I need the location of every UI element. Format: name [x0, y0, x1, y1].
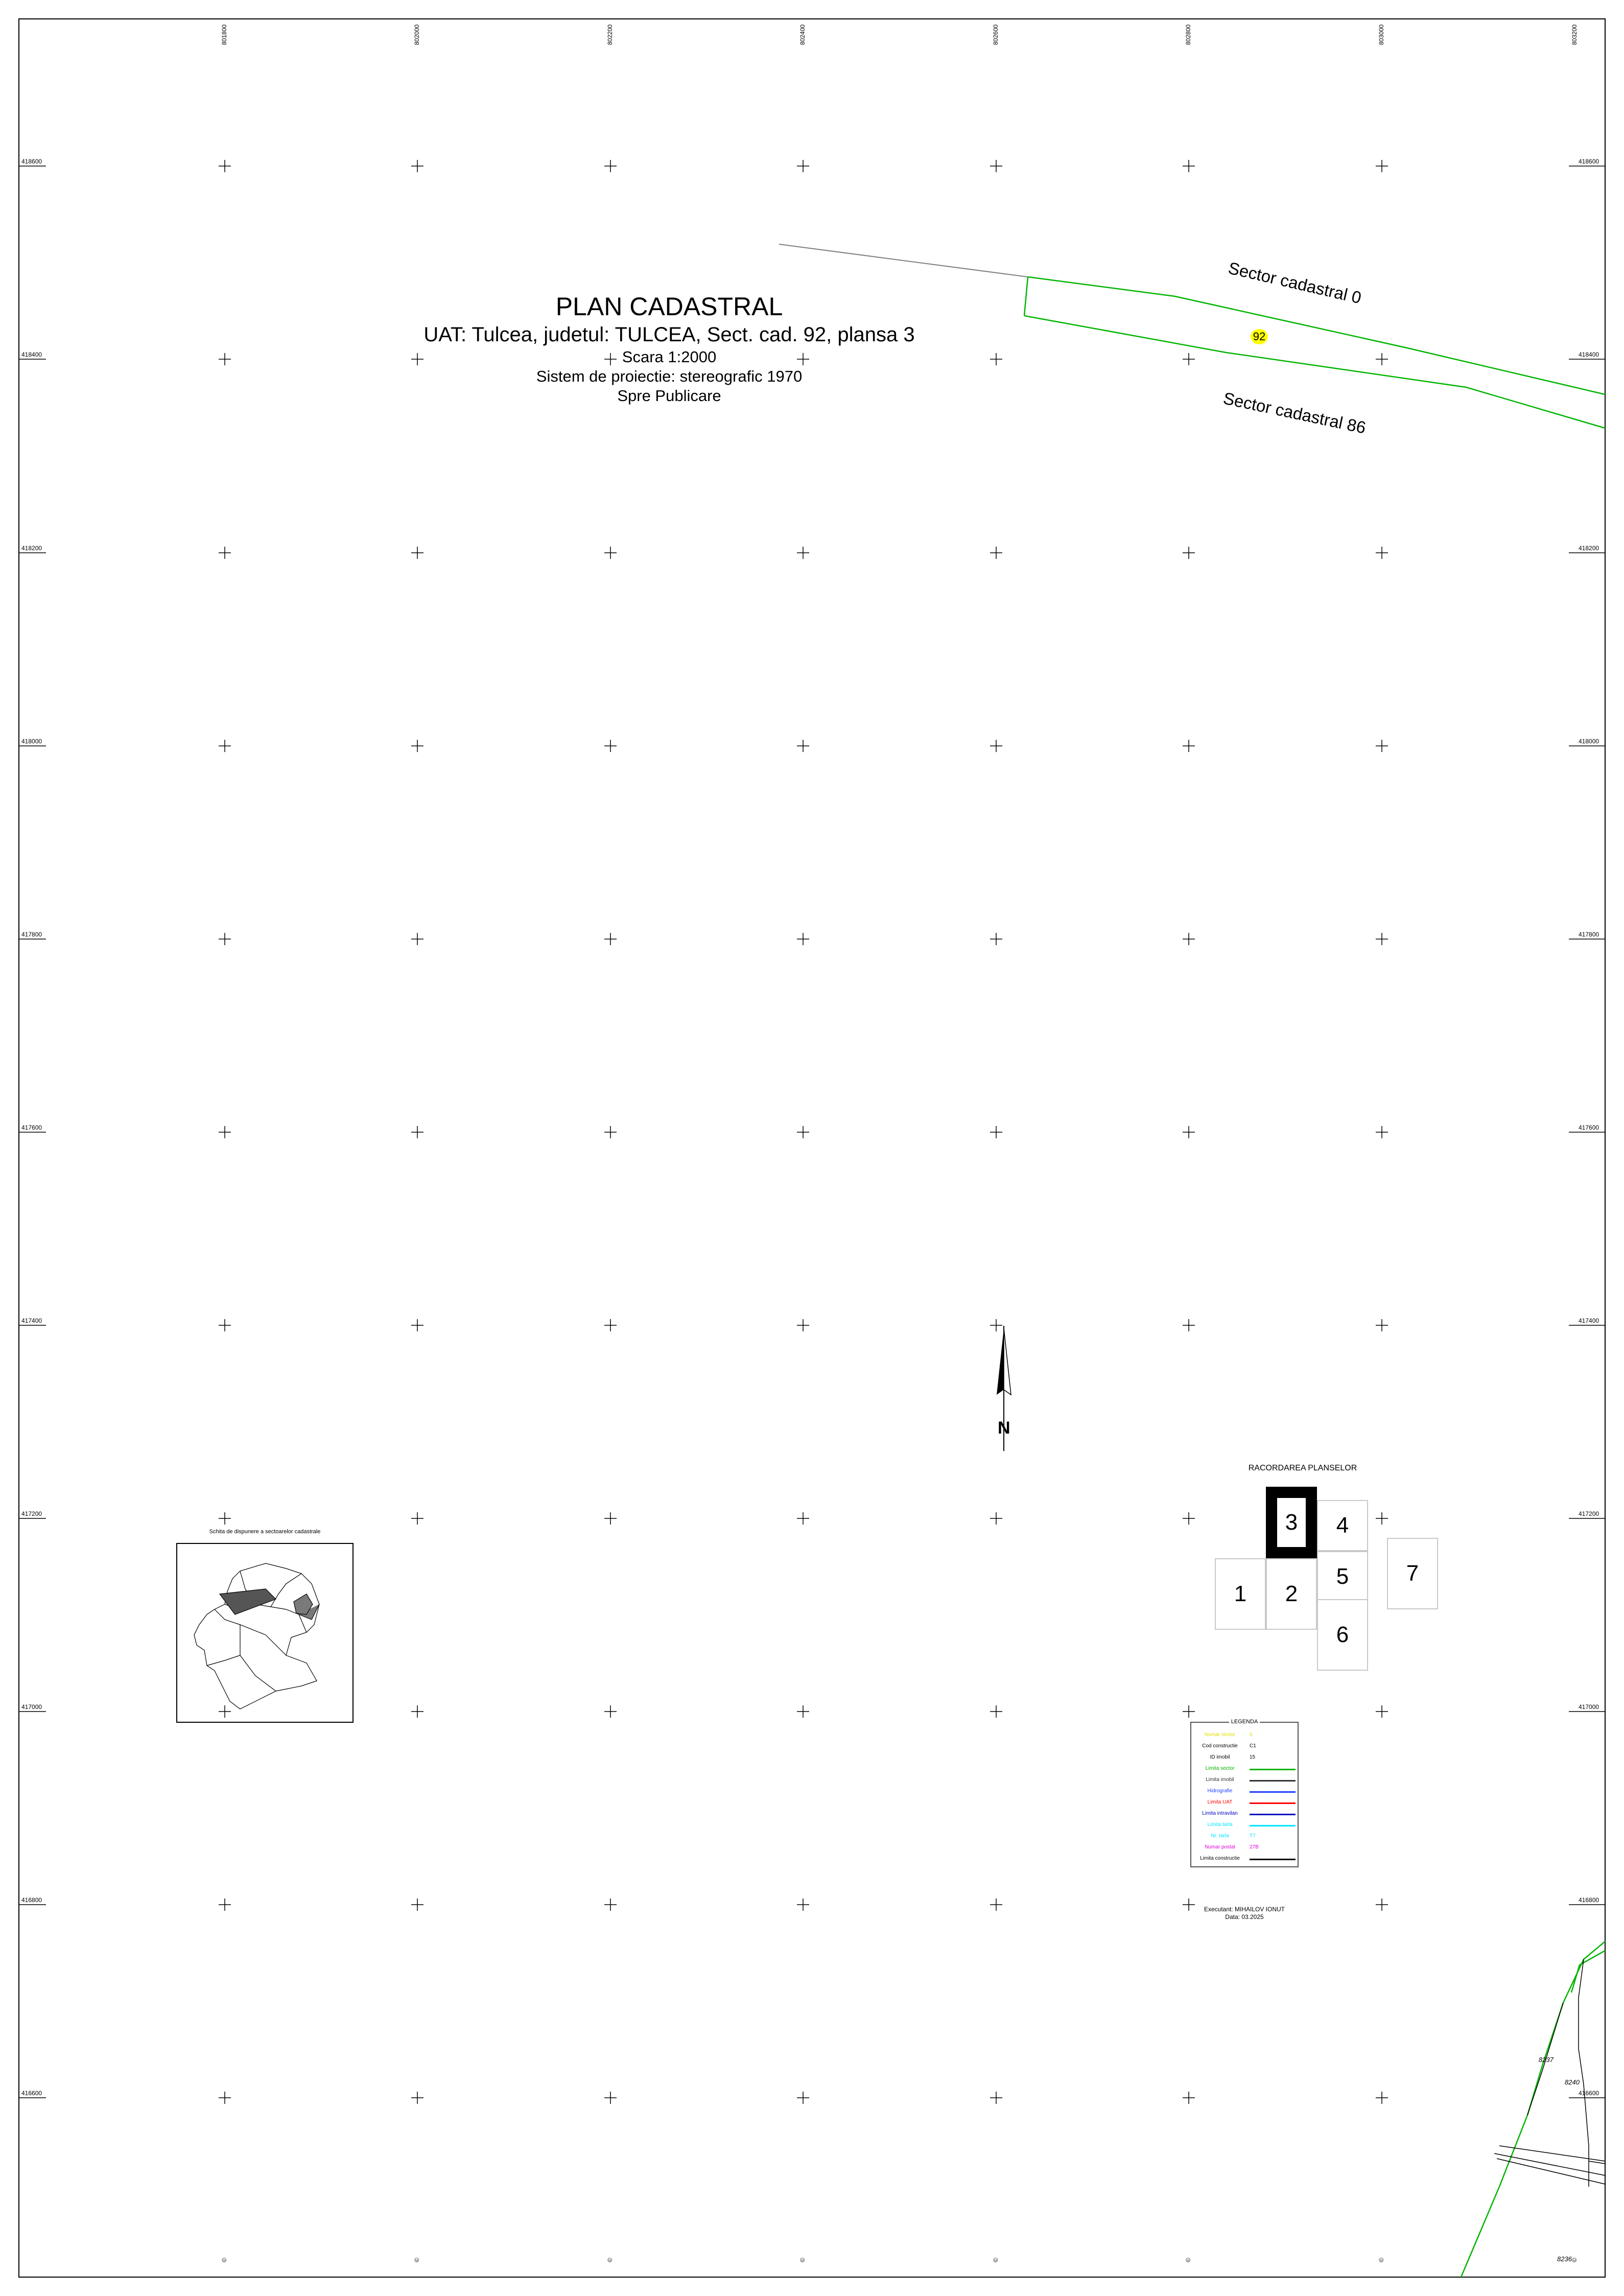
legend-text-symbol: 27B	[1250, 1844, 1259, 1850]
coord-label-left: 416800	[21, 1896, 42, 1904]
parcel-label: 8236	[1557, 2255, 1572, 2263]
coord-label-right: 418400	[1579, 351, 1599, 358]
coord-label-top: 802800	[1185, 24, 1192, 45]
coord-label-top: 802400	[799, 24, 806, 45]
bottom-right-parcels	[1461, 1941, 1605, 2277]
coord-label-bottom: ©	[799, 2258, 806, 2262]
coord-label-left: 417000	[21, 1703, 42, 1711]
legend-row-label: Limita constructie	[1200, 1856, 1240, 1861]
legend-row	[1194, 1752, 1295, 1764]
legend-line-symbol	[1250, 1791, 1296, 1793]
publication-status: Spre Publicare	[617, 387, 721, 405]
coord-label-bottom: ©	[1185, 2258, 1192, 2262]
legend-row	[1194, 1854, 1295, 1865]
coord-label-left: 418200	[21, 545, 42, 552]
coord-label-right: 418000	[1579, 738, 1599, 745]
coord-label-bottom: ©	[992, 2258, 999, 2262]
coord-label-bottom: ©	[1571, 2258, 1578, 2262]
coord-label-bottom: ©	[1378, 2258, 1385, 2262]
legend-text-symbol: T7	[1250, 1833, 1256, 1839]
sheet-index-cell-3-current[interactable]: 3	[1266, 1487, 1317, 1558]
coord-label-left: 418400	[21, 351, 42, 358]
executant-name: Executant: MIHAILOV IONUT	[1204, 1906, 1285, 1913]
minimap-title: Schita de dispunere a sectoarelor cadastrale	[209, 1529, 321, 1535]
coord-label-right: 417600	[1579, 1124, 1599, 1131]
legend-text-symbol: 15	[1250, 1754, 1256, 1760]
legend-line-symbol	[1250, 1859, 1296, 1860]
parcel-label: 8240	[1565, 2078, 1580, 2086]
coord-label-top: 801800	[221, 24, 228, 45]
legend-row-label: Limita imobil	[1206, 1777, 1234, 1783]
executant-block	[1190, 1906, 1299, 1921]
coord-label-top: 802000	[413, 24, 420, 45]
legend-row	[1194, 1741, 1295, 1752]
legend-row	[1194, 1730, 1295, 1741]
coord-label-bottom: ©	[413, 2258, 420, 2262]
minimap-frame	[176, 1543, 354, 1723]
sector-number-badge: 92	[1251, 329, 1268, 344]
legend-line-symbol	[1250, 1825, 1296, 1826]
sheet-index-cell-4[interactable]: 4	[1317, 1500, 1368, 1551]
legend-row	[1194, 1786, 1295, 1797]
legend-line-symbol	[1250, 1780, 1296, 1782]
coord-label-left: 417800	[21, 931, 42, 938]
legend-row-label: Limita sector	[1205, 1766, 1235, 1771]
legend-text-symbol: 6	[1250, 1732, 1253, 1738]
coord-label-left: 417400	[21, 1317, 42, 1324]
legend-title: LEGENDA	[1229, 1719, 1260, 1725]
execution-date: Data: 03.2025	[1225, 1913, 1264, 1920]
sector-label-top: Sector cadastral 0	[1226, 258, 1363, 308]
coord-label-bottom: ©	[606, 2258, 614, 2262]
sheet-index-cell-6[interactable]: 6	[1317, 1599, 1368, 1671]
coord-label-right: 417400	[1579, 1317, 1599, 1324]
north-label: N	[998, 1418, 1010, 1438]
coord-label-top: 802200	[606, 24, 614, 45]
road-line	[779, 244, 1028, 277]
grid-crosses	[19, 160, 1605, 2104]
coord-label-right: 418600	[1579, 158, 1599, 165]
sector-92-boundary-west	[1024, 277, 1028, 316]
plan-subtitle: UAT: Tulcea, judetul: TULCEA, Sect. cad. 92, plansa 3	[423, 323, 915, 346]
parcel-label: 8237	[1539, 2056, 1554, 2064]
plan-title: PLAN CADASTRAL	[555, 292, 783, 321]
legend-row-label: Numar sector	[1204, 1732, 1235, 1738]
legend-line-symbol	[1250, 1769, 1296, 1770]
coord-label-right: 417200	[1579, 1510, 1599, 1517]
legend-row-label: Limita intravilan	[1202, 1811, 1238, 1816]
coord-label-left: 416600	[21, 2090, 42, 2097]
legend-row	[1194, 1809, 1295, 1820]
legend-row	[1194, 1764, 1295, 1775]
coord-label-right: 418200	[1579, 545, 1599, 552]
legend-row-label: Limita tarla	[1207, 1822, 1233, 1828]
legend-row	[1194, 1775, 1295, 1786]
legend-row-label: Numar postal	[1205, 1844, 1235, 1850]
legend-line-symbol	[1250, 1802, 1296, 1804]
legend-row	[1194, 1842, 1295, 1854]
legend-row	[1194, 1831, 1295, 1842]
coord-label-right: 417800	[1579, 931, 1599, 938]
legend-row	[1194, 1820, 1295, 1831]
coord-label-left: 418000	[21, 738, 42, 745]
legend-text-symbol: C1	[1250, 1743, 1256, 1749]
legend-row-label: ID imobil	[1210, 1754, 1230, 1760]
coord-label-right: 416600	[1579, 2090, 1599, 2097]
coord-label-right: 416800	[1579, 1896, 1599, 1904]
sheet-index-title: RACORDAREA PLANSELOR	[1248, 1464, 1357, 1472]
plan-scale: Scara 1:2000	[622, 348, 717, 366]
sheet-index-cell-1[interactable]: 1	[1215, 1558, 1266, 1630]
sheet-index-cell-2[interactable]: 2	[1266, 1558, 1317, 1630]
coord-label-right: 417000	[1579, 1703, 1599, 1711]
projection-system: Sistem de proiectie: stereografic 1970	[536, 367, 803, 385]
legend-line-symbol	[1250, 1814, 1296, 1815]
title-block	[388, 291, 950, 406]
legend-row	[1194, 1797, 1295, 1809]
coord-label-bottom: ©	[221, 2258, 228, 2262]
legend-row-label: Nr. tarla	[1211, 1833, 1229, 1839]
coord-label-left: 417600	[21, 1124, 42, 1131]
coord-label-left: 417200	[21, 1510, 42, 1517]
sector-label-bottom: Sector cadastral 86	[1221, 388, 1368, 437]
coord-label-top: 802600	[992, 24, 999, 45]
sheet-index-cell-7[interactable]: 7	[1387, 1538, 1438, 1609]
legend-row-label: Limita UAT	[1207, 1799, 1233, 1805]
coord-label-left: 418600	[21, 158, 42, 165]
sheet-index-cell-5[interactable]: 5	[1317, 1551, 1368, 1602]
legend-box	[1190, 1719, 1299, 1867]
coord-label-top: 803000	[1378, 24, 1385, 45]
coord-label-top: 803200	[1571, 24, 1578, 45]
legend-row-label: Hidrografie	[1207, 1788, 1233, 1794]
legend-row-label: Cod constructie	[1202, 1743, 1238, 1749]
